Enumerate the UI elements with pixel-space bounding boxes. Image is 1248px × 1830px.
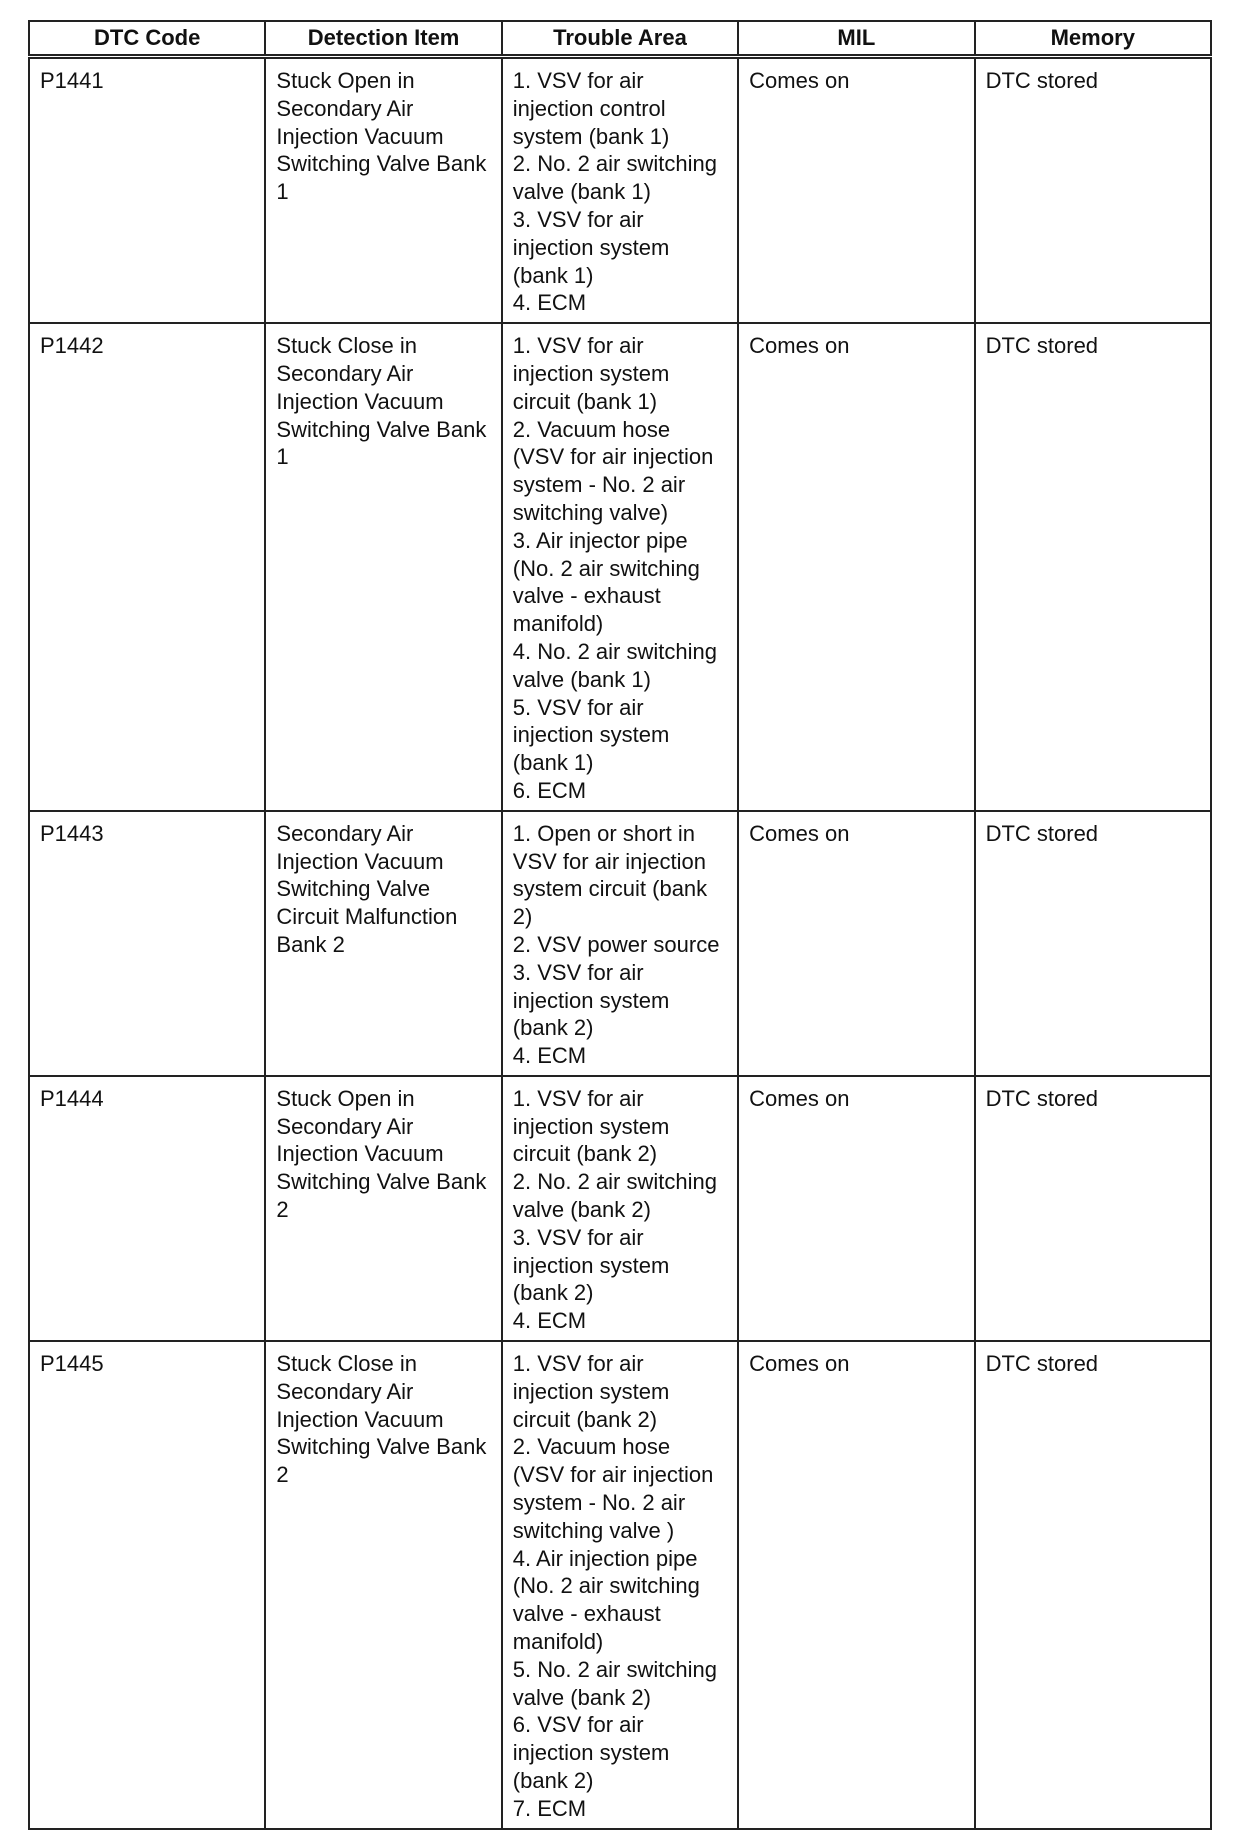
detection-item-line: Switching Valve [276, 876, 431, 902]
detection-item-line: Switching Valve Bank [276, 1434, 487, 1460]
table-row [29, 1076, 1211, 1341]
memory-cell: DTC stored [975, 323, 1211, 811]
table-row [29, 57, 1211, 324]
trouble-area-line: injection system [512, 722, 670, 748]
detection-item-cell [265, 57, 501, 324]
trouble-area-line: injection system [512, 360, 670, 386]
memory-cell: DTC stored [975, 1076, 1211, 1341]
detection-item-line: Injection Vacuum [276, 848, 444, 874]
trouble-area-line: switching valve ) [512, 1517, 675, 1543]
detection-item-line: Switching Valve Bank [276, 1169, 487, 1195]
detection-item-line: 2 [276, 1462, 289, 1488]
trouble-area-line: circuit (bank 2) [512, 1406, 658, 1432]
trouble-area-line: (bank 2) [512, 1015, 594, 1041]
table-body [29, 57, 1211, 1829]
memory-cell: DTC stored [975, 811, 1211, 1076]
dtc-table [28, 20, 1212, 1830]
table-row [29, 1341, 1211, 1829]
trouble-area-line: 1. VSV for air [512, 68, 644, 93]
trouble-area-line: circuit (bank 1) [512, 388, 658, 414]
trouble-area-cell [502, 1341, 738, 1829]
memory-cell: DTC stored [975, 1341, 1211, 1829]
trouble-area-line: 4. Air injection pipe [512, 1545, 698, 1571]
detection-item-line: Injection Vacuum [276, 123, 444, 149]
trouble-area-line: system circuit (bank [512, 876, 708, 902]
detection-item-line: Switching Valve Bank [276, 416, 487, 442]
trouble-area-line: valve - exhaust [512, 1601, 661, 1627]
column-header-detection-item: Detection Item [265, 21, 501, 57]
mil-cell: Comes on [738, 1341, 974, 1829]
detection-item-line: Stuck Close in [276, 1351, 418, 1377]
trouble-area-line: (bank 2) [512, 1280, 594, 1306]
trouble-area-cell [502, 811, 738, 1076]
detection-item-line: Stuck Close in [276, 333, 418, 359]
dtc-code-cell: P1444 [29, 1076, 265, 1341]
trouble-area-line: injection system [512, 1740, 670, 1766]
mil-cell: Comes on [738, 1076, 974, 1341]
trouble-area-line: 3. VSV for air [512, 959, 644, 985]
trouble-area-line: switching valve) [512, 499, 669, 525]
trouble-area-line: 4. ECM [512, 1308, 587, 1334]
detection-item-line: Injection Vacuum [276, 388, 444, 414]
table-row [29, 811, 1211, 1076]
detection-item-line: 2 [276, 1197, 289, 1223]
trouble-area-line: (VSV for air injection [512, 444, 714, 470]
detection-item-cell [265, 1341, 501, 1829]
trouble-area-line: (bank 2) [512, 1768, 594, 1794]
dtc-code-cell: P1443 [29, 811, 265, 1076]
detection-item-cell [265, 323, 501, 811]
detection-item-line: Stuck Open in [276, 1085, 415, 1111]
trouble-area-line: manifold) [512, 611, 604, 637]
trouble-area-line: system - No. 2 air [512, 472, 686, 498]
detection-item-cell [265, 1076, 501, 1341]
detection-item-line: Bank 2 [276, 931, 345, 957]
trouble-area-line: (No. 2 air switching [512, 1573, 700, 1599]
detection-item-line: Secondary Air [276, 95, 414, 121]
dtc-code-cell: P1442 [29, 323, 265, 811]
trouble-area-line: 3. VSV for air [512, 206, 644, 232]
trouble-area-line: 4. No. 2 air switching [512, 638, 717, 664]
trouble-area-line: 2. Vacuum hose [512, 416, 671, 442]
detection-item-line: Injection Vacuum [276, 1406, 444, 1432]
trouble-area-line: valve (bank 1) [512, 179, 651, 205]
trouble-area-line: VSV for air injection [512, 848, 706, 874]
detection-item-line: Secondary Air [276, 1378, 414, 1404]
trouble-area-line: injection system [512, 1252, 670, 1278]
table-row [29, 323, 1211, 811]
trouble-area-line: 4. ECM [512, 290, 587, 316]
trouble-area-line: injection system [512, 987, 670, 1013]
trouble-area-cell [502, 57, 738, 324]
trouble-area-line: 1. VSV for air [512, 1351, 644, 1377]
trouble-area-line: injection system [512, 234, 670, 260]
table-header [29, 21, 1211, 57]
header-row [29, 21, 1211, 57]
detection-item-line: Secondary Air [276, 1113, 414, 1139]
trouble-area-line: system (bank 1) [512, 123, 670, 149]
trouble-area-line: 2. No. 2 air switching [512, 151, 717, 177]
trouble-area-line: 2. Vacuum hose [512, 1434, 671, 1460]
trouble-area-line: injection system [512, 1113, 670, 1139]
trouble-area-line: (bank 1) [512, 262, 594, 288]
column-header-dtc-code: DTC Code [29, 21, 265, 57]
trouble-area-line: 6. VSV for air [512, 1712, 644, 1738]
column-header-mil: MIL [738, 21, 974, 57]
column-header-memory: Memory [975, 21, 1211, 57]
dtc-code-cell: P1441 [29, 57, 265, 324]
trouble-area-line: circuit (bank 2) [512, 1141, 658, 1167]
trouble-area-line: injection control [512, 95, 666, 121]
trouble-area-line: valve (bank 2) [512, 1684, 651, 1710]
trouble-area-line: 5. No. 2 air switching [512, 1656, 717, 1682]
mil-cell: Comes on [738, 57, 974, 324]
trouble-area-line: 1. VSV for air [512, 333, 644, 359]
detection-item-line: Stuck Open in [276, 68, 415, 93]
trouble-area-line: valve (bank 2) [512, 1197, 651, 1223]
detection-item-line: 1 [276, 444, 289, 470]
detection-item-line: Injection Vacuum [276, 1141, 444, 1167]
trouble-area-line: (bank 1) [512, 750, 594, 776]
dtc-code-cell: P1445 [29, 1341, 265, 1829]
trouble-area-line: 2) [512, 904, 533, 930]
trouble-area-line: valve (bank 1) [512, 666, 651, 692]
trouble-area-cell [502, 1076, 738, 1341]
detection-item-line: 1 [276, 179, 289, 205]
trouble-area-line: valve - exhaust [512, 583, 661, 609]
trouble-area-line: (VSV for air injection [512, 1462, 714, 1488]
mil-cell: Comes on [738, 323, 974, 811]
trouble-area-line: 1. VSV for air [512, 1085, 644, 1111]
mil-cell: Comes on [738, 811, 974, 1076]
trouble-area-line: 3. VSV for air [512, 1224, 644, 1250]
trouble-area-line: 6. ECM [512, 777, 587, 803]
detection-item-line: Circuit Malfunction [276, 904, 458, 930]
trouble-area-line: (No. 2 air switching [512, 555, 700, 581]
detection-item-line: Switching Valve Bank [276, 151, 487, 177]
trouble-area-line: 4. ECM [512, 1043, 587, 1069]
memory-cell: DTC stored [975, 57, 1211, 324]
detection-item-line: Secondary Air [276, 360, 414, 386]
trouble-area-line: manifold) [512, 1629, 604, 1655]
detection-item-cell [265, 811, 501, 1076]
trouble-area-line: 2. No. 2 air switching [512, 1169, 717, 1195]
trouble-area-line: 7. ECM [512, 1795, 587, 1821]
trouble-area-line: 1. Open or short in [512, 820, 695, 846]
trouble-area-cell [502, 323, 738, 811]
trouble-area-line: 3. Air injector pipe [512, 527, 688, 553]
trouble-area-line: injection system [512, 1378, 670, 1404]
trouble-area-line: system - No. 2 air [512, 1490, 686, 1516]
column-header-trouble-area: Trouble Area [502, 21, 738, 57]
detection-item-line: Secondary Air [276, 820, 414, 846]
trouble-area-line: 5. VSV for air [512, 694, 644, 720]
trouble-area-line: 2. VSV power source [512, 931, 720, 957]
